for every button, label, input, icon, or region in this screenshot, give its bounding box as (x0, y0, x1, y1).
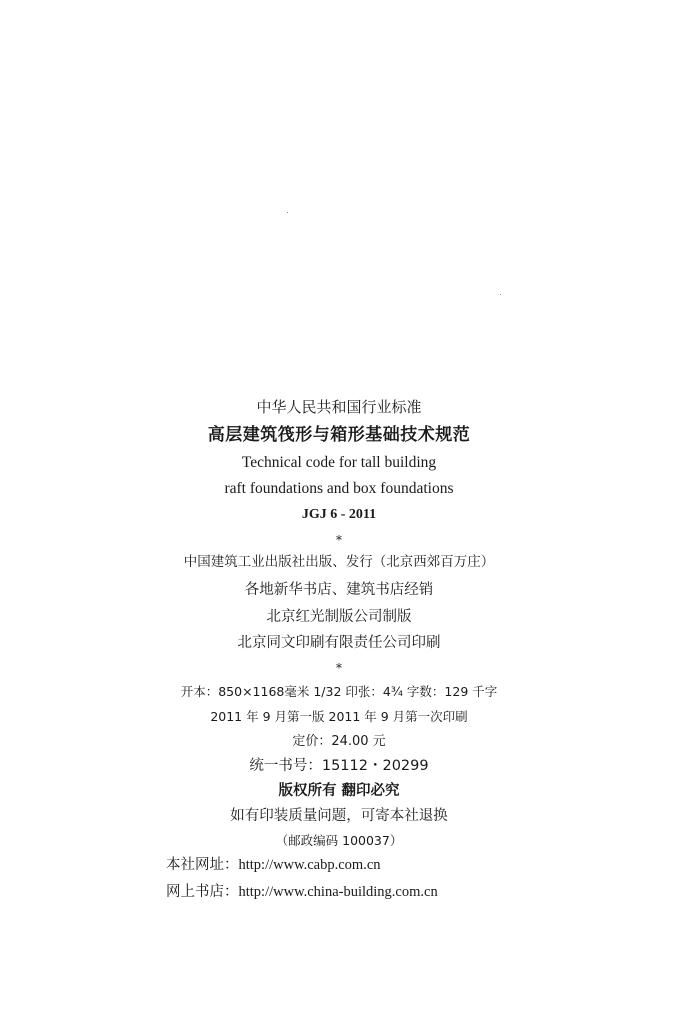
printer-line: 北京同文印刷有限责任公司印刷 (237, 635, 441, 651)
postal-code-line: （邮政编码 100037） (275, 833, 403, 848)
bookstore-line (166, 885, 438, 900)
rights-line: 版权所有 翻印必究 (278, 783, 400, 799)
book-title-english-line2: raft foundations and box foundations (224, 480, 454, 497)
website-line (166, 858, 381, 873)
standard-code: JGJ 6 - 2011 (301, 507, 377, 522)
plate-maker-line: 北京红光制版公司制版 (266, 609, 412, 625)
website-label: 本社网址： (166, 857, 239, 873)
publisher-line: 中国建筑工业出版社出版、发行（北京西郊百万庄） (183, 554, 495, 570)
edition-line: 2011 年 9 月第一版 2011 年 9 月第一次印刷 (210, 709, 468, 724)
website-url: http://www.cabp.com.cn (238, 857, 381, 873)
scan-speck (500, 294, 501, 295)
book-number-line: 统一书号：15112・20299 (249, 758, 429, 774)
bookstore-url: http://www.china-building.com.cn (238, 884, 438, 900)
price-line: 定价：24.00 元 (292, 734, 386, 749)
distributor-line: 各地新华书店、建筑书店经销 (244, 582, 434, 598)
book-specs-line: 开本：850×1168毫米 1/32 印张：4¾ 字数：129 千字 (180, 684, 498, 699)
quality-notice-line: 如有印装质量问题，可寄本社退换 (230, 808, 448, 824)
standard-category: 中华人民共和国行业标准 (256, 398, 422, 416)
scan-speck (287, 212, 288, 213)
separator-star: * (336, 533, 342, 547)
book-title-english-line1: Technical code for tall building (241, 454, 437, 471)
book-title-chinese: 高层建筑筏形与箱形基础技术规范 (207, 425, 471, 445)
bookstore-label: 网上书店： (166, 884, 239, 900)
separator-star: * (336, 661, 342, 675)
